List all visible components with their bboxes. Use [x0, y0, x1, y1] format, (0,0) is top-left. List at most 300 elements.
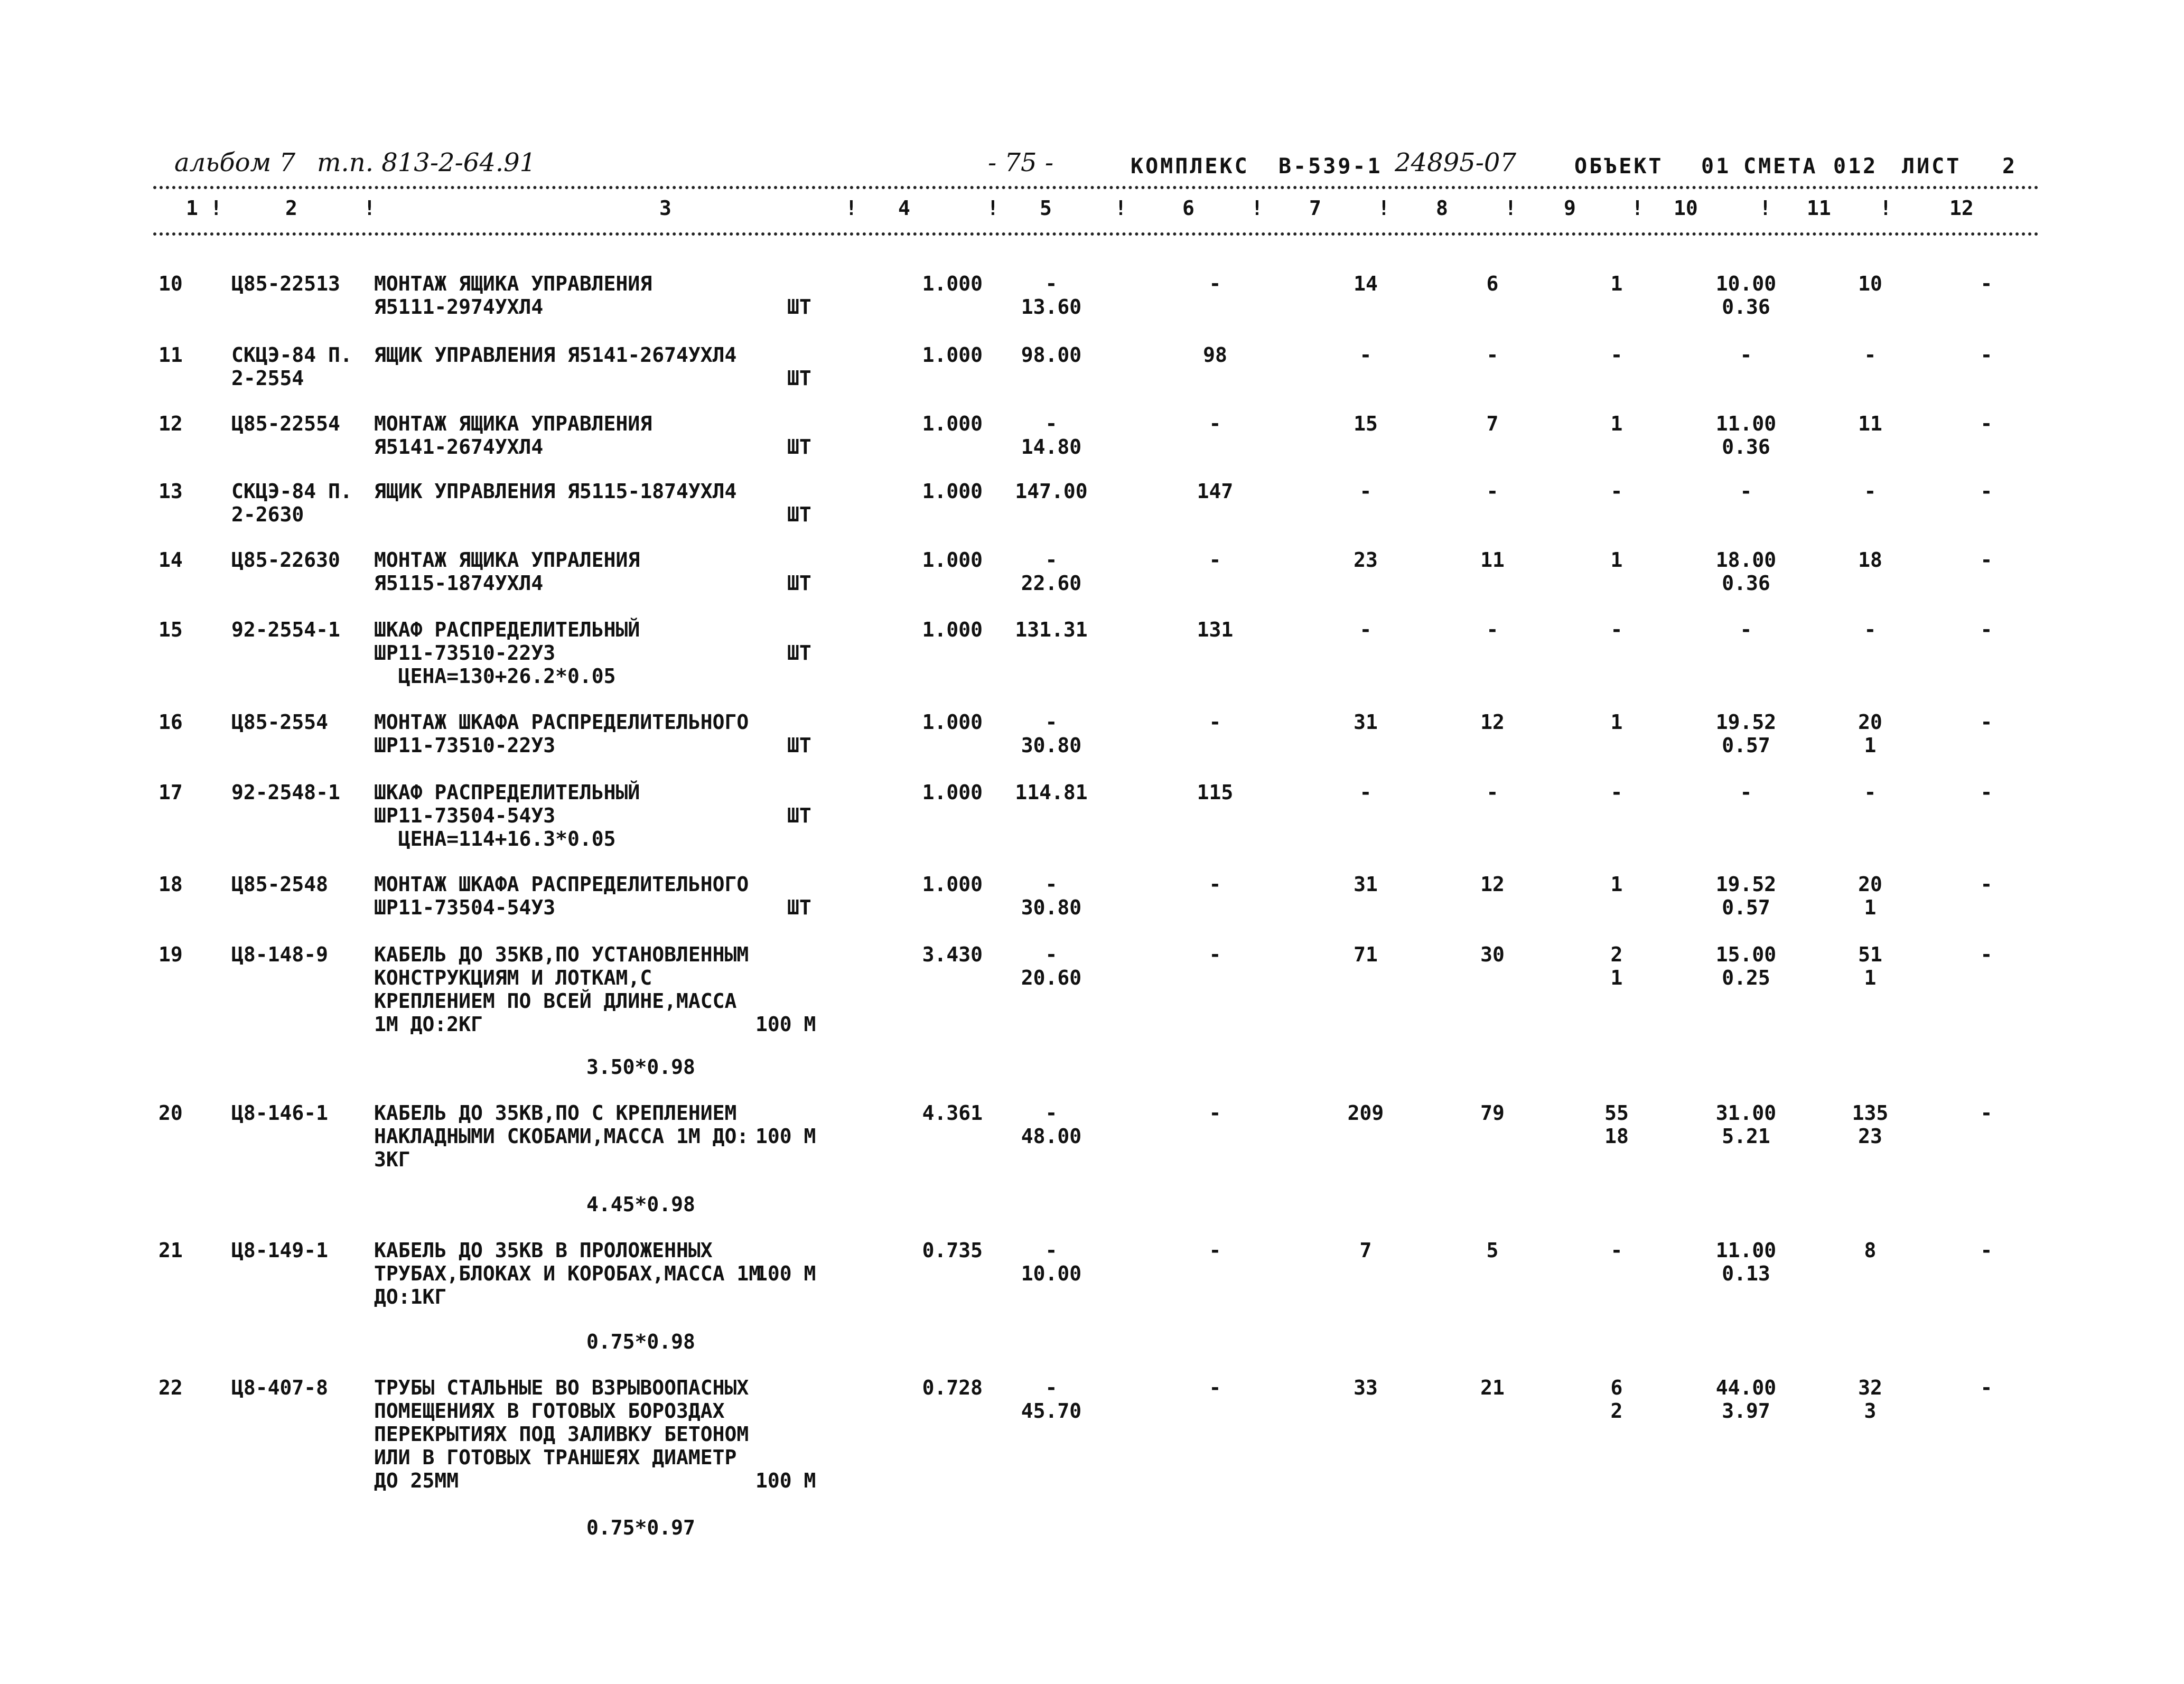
col8-value: 7 — [1486, 412, 1499, 435]
col11-value-line: - — [1864, 480, 1877, 503]
col6-value: - — [1209, 943, 1221, 966]
smeta-label: СМЕТА — [1743, 154, 1818, 179]
col9-value — [1564, 781, 1669, 804]
col8-value: 12 — [1480, 710, 1505, 734]
col11-value-line: 32 — [1858, 1376, 1882, 1399]
item-description-line: ЯЩИК УПРАВЛЕНИЯ Я5141-2674УХЛ4 — [374, 343, 737, 367]
col10-value-line: 31.00 — [1715, 1101, 1777, 1125]
item-description-line: 1М ДО:2КГ — [374, 1013, 483, 1036]
item-description-line: Я5111-2974УХЛ4 — [374, 295, 544, 319]
col10-value-line: 0.13 — [1722, 1262, 1770, 1285]
unit-price-line: 30.80 — [1021, 734, 1082, 757]
col12-value: - — [1980, 873, 1993, 896]
item-description-line: ДО 25ММ — [374, 1469, 459, 1492]
col6-value: - — [1209, 1239, 1221, 1262]
col11-value — [1817, 781, 1923, 804]
item-description-line: 3КГ — [374, 1148, 410, 1171]
col7-value: - — [1359, 343, 1372, 367]
col11-value — [1817, 618, 1923, 641]
col12-value: - — [1980, 943, 1993, 966]
unit-price — [993, 781, 1109, 804]
col9-value — [1564, 1376, 1669, 1423]
col10-value — [1675, 1239, 1817, 1285]
col9-value-line: 2 — [1610, 943, 1623, 966]
col12-value: - — [1980, 618, 1993, 641]
unit-price-line: 131.31 — [1015, 618, 1088, 641]
unit-price — [993, 343, 1109, 367]
col11-value-line: 1 — [1864, 966, 1877, 989]
col9-value — [1564, 1101, 1669, 1148]
col-sep: ! — [1251, 197, 1263, 220]
col-12: 12 — [1949, 197, 1974, 220]
col11-value-line: - — [1864, 781, 1877, 804]
col10-value-line: 19.52 — [1715, 873, 1777, 896]
quantity-calculation: 4.45*0.98 — [586, 1193, 695, 1216]
col6-value: - — [1209, 1101, 1221, 1125]
col11-value-line: 20 — [1858, 710, 1882, 734]
unit-price — [993, 1376, 1109, 1423]
quantity: 0.735 — [922, 1239, 983, 1262]
item-unit: 100 М — [755, 1469, 816, 1492]
row-number: 10 — [158, 272, 183, 295]
col10-value — [1675, 618, 1817, 641]
item-code — [231, 1239, 328, 1262]
col6-value: - — [1209, 710, 1221, 734]
col10-value — [1675, 343, 1817, 367]
unit-price-line: 147.00 — [1015, 480, 1088, 503]
col10-value — [1675, 548, 1817, 595]
col8-value: 79 — [1480, 1101, 1505, 1125]
col9-value-line: 1 — [1610, 272, 1623, 295]
unit-price-line: - — [1045, 1376, 1058, 1399]
col10-value — [1675, 1376, 1817, 1423]
col11-value — [1817, 873, 1923, 919]
col7-value: 209 — [1347, 1101, 1384, 1125]
item-code — [231, 548, 340, 572]
col9-value — [1564, 710, 1669, 734]
col-2: 2 — [285, 197, 297, 220]
row-number: 22 — [158, 1376, 183, 1399]
col11-value — [1817, 1376, 1923, 1423]
item-description-line: КАБЕЛЬ ДО 35КВ В ПРОЛОЖЕННЫХ — [374, 1239, 713, 1262]
unit-price-line: 14.80 — [1021, 435, 1082, 459]
item-description-line: ШР11-73510-22У3 — [374, 734, 556, 757]
quantity: 1.000 — [922, 873, 983, 896]
col10-value-line: - — [1740, 480, 1752, 503]
item-code-line: Ц85-2554 — [231, 710, 329, 734]
item-description — [374, 781, 813, 850]
item-description — [374, 343, 813, 367]
unit-price — [993, 480, 1109, 503]
item-code-line: Ц8-407-8 — [231, 1376, 329, 1399]
item-description-line: ПОМЕЩЕНИЯХ В ГОТОВЫХ БОРОЗДАХ — [374, 1399, 725, 1423]
col-6: 6 — [1182, 197, 1194, 220]
item-code — [231, 343, 352, 390]
col-sep: ! — [1505, 197, 1517, 220]
unit-price-line: - — [1045, 943, 1058, 966]
col9-value-line: - — [1610, 480, 1623, 503]
col10-value-line: 3.97 — [1722, 1399, 1770, 1423]
row-number: 20 — [158, 1101, 183, 1125]
item-unit: ШТ — [787, 572, 811, 595]
album-label: альбом 7 — [174, 148, 296, 177]
col-sep: ! — [1880, 197, 1892, 220]
col7-value: 15 — [1354, 412, 1378, 435]
quantity: 1.000 — [922, 548, 983, 572]
col8-value: 30 — [1480, 943, 1505, 966]
row-number: 14 — [158, 548, 183, 572]
col9-value — [1564, 873, 1669, 896]
item-code-line: 2-2554 — [231, 367, 304, 390]
col10-value-line: 0.36 — [1722, 572, 1770, 595]
item-unit: ШТ — [787, 503, 811, 526]
item-unit: 100 М — [755, 1262, 816, 1285]
item-description — [374, 873, 813, 919]
item-description-line: ШКАФ РАСПРЕДЕЛИТЕЛЬНЫЙ — [374, 618, 640, 641]
quantity-calculation: 0.75*0.97 — [586, 1516, 695, 1539]
col6-value: - — [1209, 412, 1221, 435]
item-description-line: Я5141-2674УХЛ4 — [374, 435, 544, 459]
unit-price — [993, 412, 1109, 459]
col9-value — [1564, 618, 1669, 641]
unit-price-line: - — [1045, 1101, 1058, 1125]
col10-value — [1675, 710, 1817, 757]
col-sep: ! — [1378, 197, 1390, 220]
col11-value — [1817, 1239, 1923, 1262]
col7-value: - — [1359, 781, 1372, 804]
page-number: - 75 - — [988, 148, 1054, 177]
item-description-line: КРЕПЛЕНИЕМ ПО ВСЕЙ ДЛИНЕ,МАССА — [374, 989, 737, 1013]
col-sep: ! — [845, 197, 857, 220]
item-code — [231, 710, 328, 734]
col11-value — [1817, 943, 1923, 989]
col-10: 10 — [1674, 197, 1698, 220]
item-unit: ШТ — [787, 295, 811, 319]
item-code — [231, 873, 328, 896]
item-code-line: СКЦЭ-84 П. — [231, 343, 352, 367]
col12-value: - — [1980, 343, 1993, 367]
unit-price-line: 98.00 — [1021, 343, 1082, 367]
item-description-line: ШР11-73504-54У3 — [374, 804, 556, 827]
col11-value-line: 11 — [1858, 412, 1882, 435]
row-number: 12 — [158, 412, 183, 435]
quantity: 1.000 — [922, 710, 983, 734]
quantity: 1.000 — [922, 618, 983, 641]
col8-value: - — [1486, 781, 1499, 804]
unit-price-line: - — [1045, 548, 1058, 572]
complex-code: В-539-1 — [1278, 154, 1383, 179]
item-description-line: ШР11-73510-22У3 — [374, 641, 556, 665]
col10-value-line: 19.52 — [1715, 710, 1777, 734]
col10-value-line: 0.57 — [1722, 896, 1770, 919]
item-description-line: ДО:1КГ — [374, 1285, 447, 1308]
item-code-line: Ц8-148-9 — [231, 943, 329, 966]
quantity: 1.000 — [922, 480, 983, 503]
unit-price-line: - — [1045, 710, 1058, 734]
col9-value-line: 1 — [1610, 873, 1623, 896]
item-description-line: ЯЩИК УПРАВЛЕНИЯ Я5115-1874УХЛ4 — [374, 480, 737, 503]
tp-number: т.п. 813-2-64.91 — [317, 148, 536, 177]
col10-value-line: - — [1740, 343, 1752, 367]
item-code-line: Ц8-146-1 — [231, 1101, 329, 1125]
col10-value-line: 11.00 — [1715, 412, 1777, 435]
col11-value-line: 135 — [1852, 1101, 1889, 1125]
item-description — [374, 943, 813, 1036]
col9-value — [1564, 548, 1669, 572]
unit-price — [993, 272, 1109, 319]
col10-value-line: 11.00 — [1715, 1239, 1777, 1262]
unit-price — [993, 943, 1109, 989]
col11-value-line: - — [1864, 618, 1877, 641]
col11-value-line: 8 — [1864, 1239, 1877, 1262]
item-unit: ШТ — [787, 435, 811, 459]
item-description-line: КОНСТРУКЦИЯМ И ЛОТКАМ,С — [374, 966, 652, 989]
item-code-line: Ц85-22554 — [231, 412, 340, 435]
col8-value: 5 — [1486, 1239, 1499, 1262]
unit-price — [993, 1239, 1109, 1285]
item-code-line: 92-2548-1 — [231, 781, 340, 804]
col8-value: - — [1486, 343, 1499, 367]
col9-value-line: 18 — [1604, 1125, 1629, 1148]
col-sep: ! — [1115, 197, 1127, 220]
item-description-line: ШР11-73504-54У3 — [374, 896, 556, 919]
row-number: 15 — [158, 618, 183, 641]
col6-value: 147 — [1197, 480, 1234, 503]
item-unit: ШТ — [787, 804, 811, 827]
col9-value-line: - — [1610, 618, 1623, 641]
col11-value-line: 23 — [1858, 1125, 1882, 1148]
col9-value — [1564, 480, 1669, 503]
object-number: 01 — [1701, 154, 1731, 179]
item-description-line: МОНТАЖ ЯЩИКА УПРАВЛЕНИЯ — [374, 272, 652, 295]
unit-price-line: - — [1045, 873, 1058, 896]
unit-price-line: 22.60 — [1021, 572, 1082, 595]
unit-price — [993, 618, 1109, 641]
unit-price-line: 45.70 — [1021, 1399, 1082, 1423]
unit-price-line: 13.60 — [1021, 295, 1082, 319]
item-description-line: МОНТАЖ ЯЩИКА УПРАВЛЕНИЯ — [374, 412, 652, 435]
col12-value: - — [1980, 1101, 1993, 1125]
item-description-line: ЦЕНА=130+26.2*0.05 — [374, 665, 616, 688]
item-description-line: ИЛИ В ГОТОВЫХ ТРАНШЕЯХ ДИАМЕТР — [374, 1446, 737, 1469]
col10-value — [1675, 781, 1817, 804]
col9-value — [1564, 1239, 1669, 1262]
item-code — [231, 781, 340, 804]
item-description — [374, 618, 813, 688]
row-number: 19 — [158, 943, 183, 966]
column-header-row — [0, 197, 2184, 228]
item-code — [231, 272, 340, 295]
col-4: 4 — [898, 197, 910, 220]
col9-value — [1564, 412, 1669, 435]
col-8: 8 — [1436, 197, 1448, 220]
col11-value — [1817, 272, 1923, 295]
item-description-line: ЦЕНА=114+16.3*0.05 — [374, 827, 616, 850]
item-description-line: МОНТАЖ ЯЩИКА УПРАЛЕНИЯ — [374, 548, 640, 572]
col9-value-line: 1 — [1610, 548, 1623, 572]
col12-value: - — [1980, 781, 1993, 804]
col9-value — [1564, 272, 1669, 295]
item-code — [231, 1376, 328, 1399]
col10-value — [1675, 873, 1817, 919]
col6-value: 131 — [1197, 618, 1234, 641]
quantity-calculation: 3.50*0.98 — [586, 1055, 695, 1079]
item-description-line: ШКАФ РАСПРЕДЕЛИТЕЛЬНЫЙ — [374, 781, 640, 804]
col9-value-line: - — [1610, 343, 1623, 367]
quantity: 1.000 — [922, 272, 983, 295]
unit-price — [993, 548, 1109, 595]
col9-value-line: - — [1610, 1239, 1623, 1262]
item-unit: 100 М — [755, 1125, 816, 1148]
col11-value — [1817, 412, 1923, 435]
unit-price-line: 114.81 — [1015, 781, 1088, 804]
item-unit: ШТ — [787, 641, 811, 665]
col8-value: 21 — [1480, 1376, 1505, 1399]
col-5: 5 — [1040, 197, 1052, 220]
item-description — [374, 480, 813, 503]
item-code-line: СКЦЭ-84 П. — [231, 480, 352, 503]
col7-value: 31 — [1354, 710, 1378, 734]
col12-value: - — [1980, 710, 1993, 734]
col9-value-line: 55 — [1604, 1101, 1629, 1125]
item-code-line: Ц85-2548 — [231, 873, 329, 896]
complex-label: КОМПЛЕКС — [1131, 154, 1249, 179]
col-sep: ! — [1631, 197, 1644, 220]
col12-value: - — [1980, 1376, 1993, 1399]
item-description — [374, 1101, 813, 1171]
col10-value-line: 0.25 — [1722, 966, 1770, 989]
col10-value-line: - — [1740, 618, 1752, 641]
quantity: 4.361 — [922, 1101, 983, 1125]
col11-value-line: 10 — [1858, 272, 1882, 295]
col10-value — [1675, 272, 1817, 319]
col10-value — [1675, 943, 1817, 989]
col11-value-line: 3 — [1864, 1399, 1877, 1423]
col7-value: 31 — [1354, 873, 1378, 896]
col10-value-line: 5.21 — [1722, 1125, 1770, 1148]
col12-value: - — [1980, 548, 1993, 572]
item-unit: ШТ — [787, 734, 811, 757]
col-3: 3 — [659, 197, 671, 220]
page-header — [0, 143, 2184, 190]
item-description-line: ТРУБАХ,БЛОКАХ И КОРОБАХ,МАССА 1М — [374, 1262, 761, 1285]
item-code-line: 92-2554-1 — [231, 618, 340, 641]
unit-price-line: - — [1045, 272, 1058, 295]
col11-value-line: 1 — [1864, 734, 1877, 757]
col11-value-line: 20 — [1858, 873, 1882, 896]
item-description-line: КАБЕЛЬ ДО 35КВ,ПО С КРЕПЛЕНИЕМ — [374, 1101, 737, 1125]
item-description — [374, 548, 813, 595]
col10-value-line: 18.00 — [1715, 548, 1777, 572]
quantity: 1.000 — [922, 412, 983, 435]
row-number: 17 — [158, 781, 183, 804]
col10-value-line: 0.36 — [1722, 295, 1770, 319]
unit-price-line: 48.00 — [1021, 1125, 1082, 1148]
col11-value — [1817, 710, 1923, 757]
col-1: 1 ! — [186, 197, 222, 220]
col11-value-line: 1 — [1864, 896, 1877, 919]
unit-price — [993, 873, 1109, 919]
col6-value: - — [1209, 873, 1221, 896]
item-code-line: Ц85-22513 — [231, 272, 340, 295]
col8-value: 12 — [1480, 873, 1505, 896]
col10-value-line: 10.00 — [1715, 272, 1777, 295]
col7-value: 71 — [1354, 943, 1378, 966]
col11-value — [1817, 1101, 1923, 1148]
col9-value-line: 1 — [1610, 710, 1623, 734]
item-description-line: ТРУБЫ СТАЛЬНЫЕ ВО ВЗРЫВООПАСНЫХ — [374, 1376, 749, 1399]
col10-value-line: 15.00 — [1715, 943, 1777, 966]
item-code — [231, 618, 340, 641]
col6-value: - — [1209, 272, 1221, 295]
col9-value-line: 2 — [1610, 1399, 1623, 1423]
item-unit: ШТ — [787, 367, 811, 390]
item-description — [374, 412, 813, 459]
smeta-number: 012 — [1833, 154, 1878, 179]
item-code-line: 2-2630 — [231, 503, 304, 526]
col6-value: - — [1209, 1376, 1221, 1399]
col12-value: - — [1980, 480, 1993, 503]
col-sep: ! — [363, 197, 376, 220]
col10-value-line: - — [1740, 781, 1752, 804]
header-divider-bottom — [153, 232, 2039, 236]
col11-value — [1817, 548, 1923, 572]
col9-value-line: 1 — [1610, 966, 1623, 989]
row-number: 18 — [158, 873, 183, 896]
item-description — [374, 710, 813, 757]
col-7: 7 — [1309, 197, 1321, 220]
item-code-line: Ц8-149-1 — [231, 1239, 329, 1262]
col7-value: 7 — [1359, 1239, 1372, 1262]
row-number: 13 — [158, 480, 183, 503]
item-unit: 100 М — [755, 1013, 816, 1036]
col8-value: - — [1486, 618, 1499, 641]
item-description-line: Я5115-1874УХЛ4 — [374, 572, 544, 595]
sheet-label: ЛИСТ — [1902, 154, 1962, 179]
unit-price — [993, 1101, 1109, 1148]
quantity: 0.728 — [922, 1376, 983, 1399]
item-code — [231, 480, 352, 526]
col8-value: 6 — [1486, 272, 1499, 295]
unit-price — [993, 710, 1109, 757]
col12-value: - — [1980, 272, 1993, 295]
col10-value — [1675, 480, 1817, 503]
col11-value-line: 18 — [1858, 548, 1882, 572]
unit-price-line: 10.00 — [1021, 1262, 1082, 1285]
col9-value — [1564, 343, 1669, 367]
col11-value — [1817, 343, 1923, 367]
col-sep: ! — [1759, 197, 1771, 220]
col8-value: - — [1486, 480, 1499, 503]
item-code — [231, 412, 340, 435]
item-code-line: Ц85-22630 — [231, 548, 340, 572]
quantity: 1.000 — [922, 343, 983, 367]
item-description-line: МОНТАЖ ШКАФА РАСПРЕДЕЛИТЕЛЬНОГО — [374, 710, 749, 734]
item-description-line: МОНТАЖ ШКАФА РАСПРЕДЕЛИТЕЛЬНОГО — [374, 873, 749, 896]
col6-value: - — [1209, 548, 1221, 572]
quantity-calculation: 0.75*0.98 — [586, 1330, 695, 1353]
header-divider-top — [153, 186, 2039, 189]
col7-value: 33 — [1354, 1376, 1378, 1399]
item-code — [231, 1101, 328, 1125]
row-number: 16 — [158, 710, 183, 734]
col6-value: 98 — [1203, 343, 1227, 367]
complex-handwritten: 24895-07 — [1395, 148, 1516, 177]
quantity: 3.430 — [922, 943, 983, 966]
col11-value — [1817, 480, 1923, 503]
col-9: 9 — [1564, 197, 1576, 220]
col11-value-line: - — [1864, 343, 1877, 367]
